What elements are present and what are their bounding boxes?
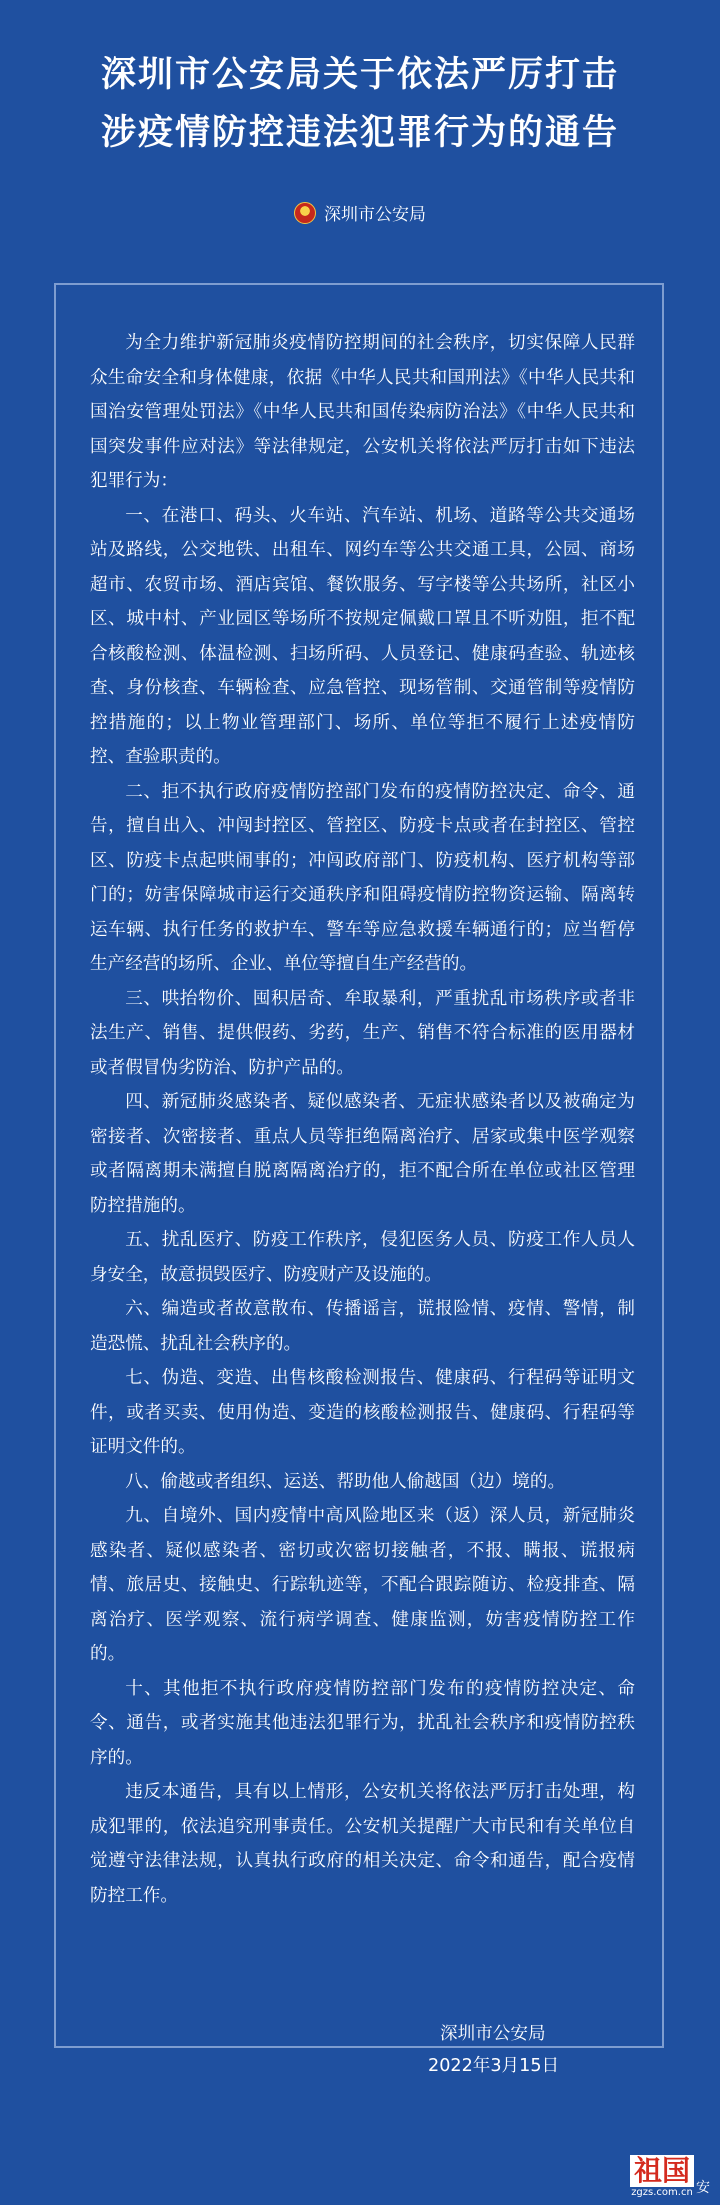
notice-body xyxy=(90,326,635,1913)
title-line-1: 深圳市公安局关于依法严厉打击 xyxy=(100,55,619,95)
paragraph-item-4: 四、新冠肺炎感染者、疑似感染者、无症状感染者以及被确定为密接者、次密接者、重点人员等拒绝隔离治疗、居家或集中医学观察或者隔离期未满擅自脱离隔离治疗的，拒不配合所在单位或社区管理防控措施的。 xyxy=(90,1092,635,1216)
paragraph-item-1: 一、在港口、码头、火车站、汽车站、机场、道路等公共交通场站及路线，公交地铁、出租车、网约车等公共交通工具，公园、商场超市、农贸市场、酒店宾馆、餐饮服务、写字楼等公共场所，社区小区、城中村、产业园区等场所不按规定佩戴口罩且不听劝阻，拒不配合核酸检测、体温检测、扫场所码、人员登记、健康码查验、轨迹核查、身份核查、车辆检查、应急管控、现场管制、交通管制等疫情防控措施的；以上物业管理部门、场所、单位等拒不履行上述疫情防控、查验职责的。 xyxy=(90,505,635,767)
watermark xyxy=(630,2155,710,2199)
paragraph-item-5: 五、扰乱医疗、防疫工作秩序，侵犯医务人员、防疫工作人员人身安全，故意损毁医疗、防疫财产及设施的。 xyxy=(90,1230,635,1285)
watermark-url: zgzs.com.cn xyxy=(631,2187,693,2198)
watermark-logo-text: 祖国 xyxy=(630,2155,694,2187)
paragraph-item-8: 八、偷越或者组织、运送、帮助他人偷越国（边）境的。 xyxy=(125,1471,566,1492)
paragraph-item-7: 七、伪造、变造、出售核酸检测报告、健康码、行程码等证明文件，或者买卖、使用伪造、变造的核酸检测报告、健康码、行程码等证明文件的。 xyxy=(90,1368,635,1457)
signature-date: 2022年3月15日 xyxy=(428,2056,560,2076)
paragraph-item-10: 十、其他拒不执行政府疫情防控部门发布的疫情防控决定、命令、通告，或者实施其他违法犯罪行为，扰乱社会秩序和疫情防控秩序的。 xyxy=(90,1678,635,1768)
paragraph-closing: 违反本通告，具有以上情形，公安机关将依法严厉打击处理，构成犯罪的，依法追究刑事责任。公安机关提醒广大市民和有关单位自觉遵守法律法规，认真执行政府的相关决定、命令和通告，配合疫情防控工作。 xyxy=(90,1782,635,1906)
title-line-2: 涉疫情防控违法犯罪行为的通告 xyxy=(100,113,619,153)
source-line xyxy=(0,200,720,225)
paragraph-item-3: 三、哄抬物价、囤积居奇、牟取暴利，严重扰乱市场秩序或者非法生产、销售、提供假药、劣药，生产、销售不符合标准的医用器材或者假冒伪劣防治、防护产品的。 xyxy=(90,988,635,1078)
paragraph-item-9: 九、自境外、国内疫情中高风险地区来（返）深人员，新冠肺炎感染者、疑似感染者、密切或次密切接触者，不报、瞒报、谎报病情、旅居史、接触史、行踪轨迹等，不配合跟踪随访、检疫排查、隔离治疗、医学观察、流行病学调查、健康监测，妨害疫情防控工作的。 xyxy=(90,1506,635,1664)
paragraph-item-2: 二、拒不执行政府疫情防控部门发布的疫情防控决定、命令、通告，擅自出入、冲闯封控区、管控区、防疫卡点或者在封控区、管控区、防疫卡点起哄闹事的；冲闯政府部门、防疫机构、医疗机构等部门的；妨害保障城市运行交通秩序和阻碍疫情防控物资运输、隔离转运车辆、执行任务的救护车、警车等应急救援车辆通行的；应当暂停生产经营的场所、企业、单位等擅自生产经营的。 xyxy=(90,781,635,974)
signature-issuer: 深圳市公安局 xyxy=(440,2024,546,2044)
paragraph-item-6: 六、编造或者故意散布、传播谣言，谎报险情、疫情、警情，制造恐慌、扰乱社会秩序的。 xyxy=(90,1299,635,1354)
watermark-tail: 安 xyxy=(696,2180,710,2196)
watermark-logo xyxy=(630,2155,694,2199)
police-badge-icon xyxy=(294,202,316,224)
source-name: 深圳市公安局 xyxy=(324,205,426,225)
notice-title xyxy=(0,46,720,162)
paragraph-intro: 为全力维护新冠肺炎疫情防控期间的社会秩序，切实保障人民群众生命安全和身体健康，依据《中华人民共和国刑法》《中华人民共和国治安管理处罚法》《中华人民共和国传染病防治法》《中华人民共和国突发事件应对法》等法律规定，公安机关将依法严厉打击如下违法犯罪行为： xyxy=(90,333,635,491)
